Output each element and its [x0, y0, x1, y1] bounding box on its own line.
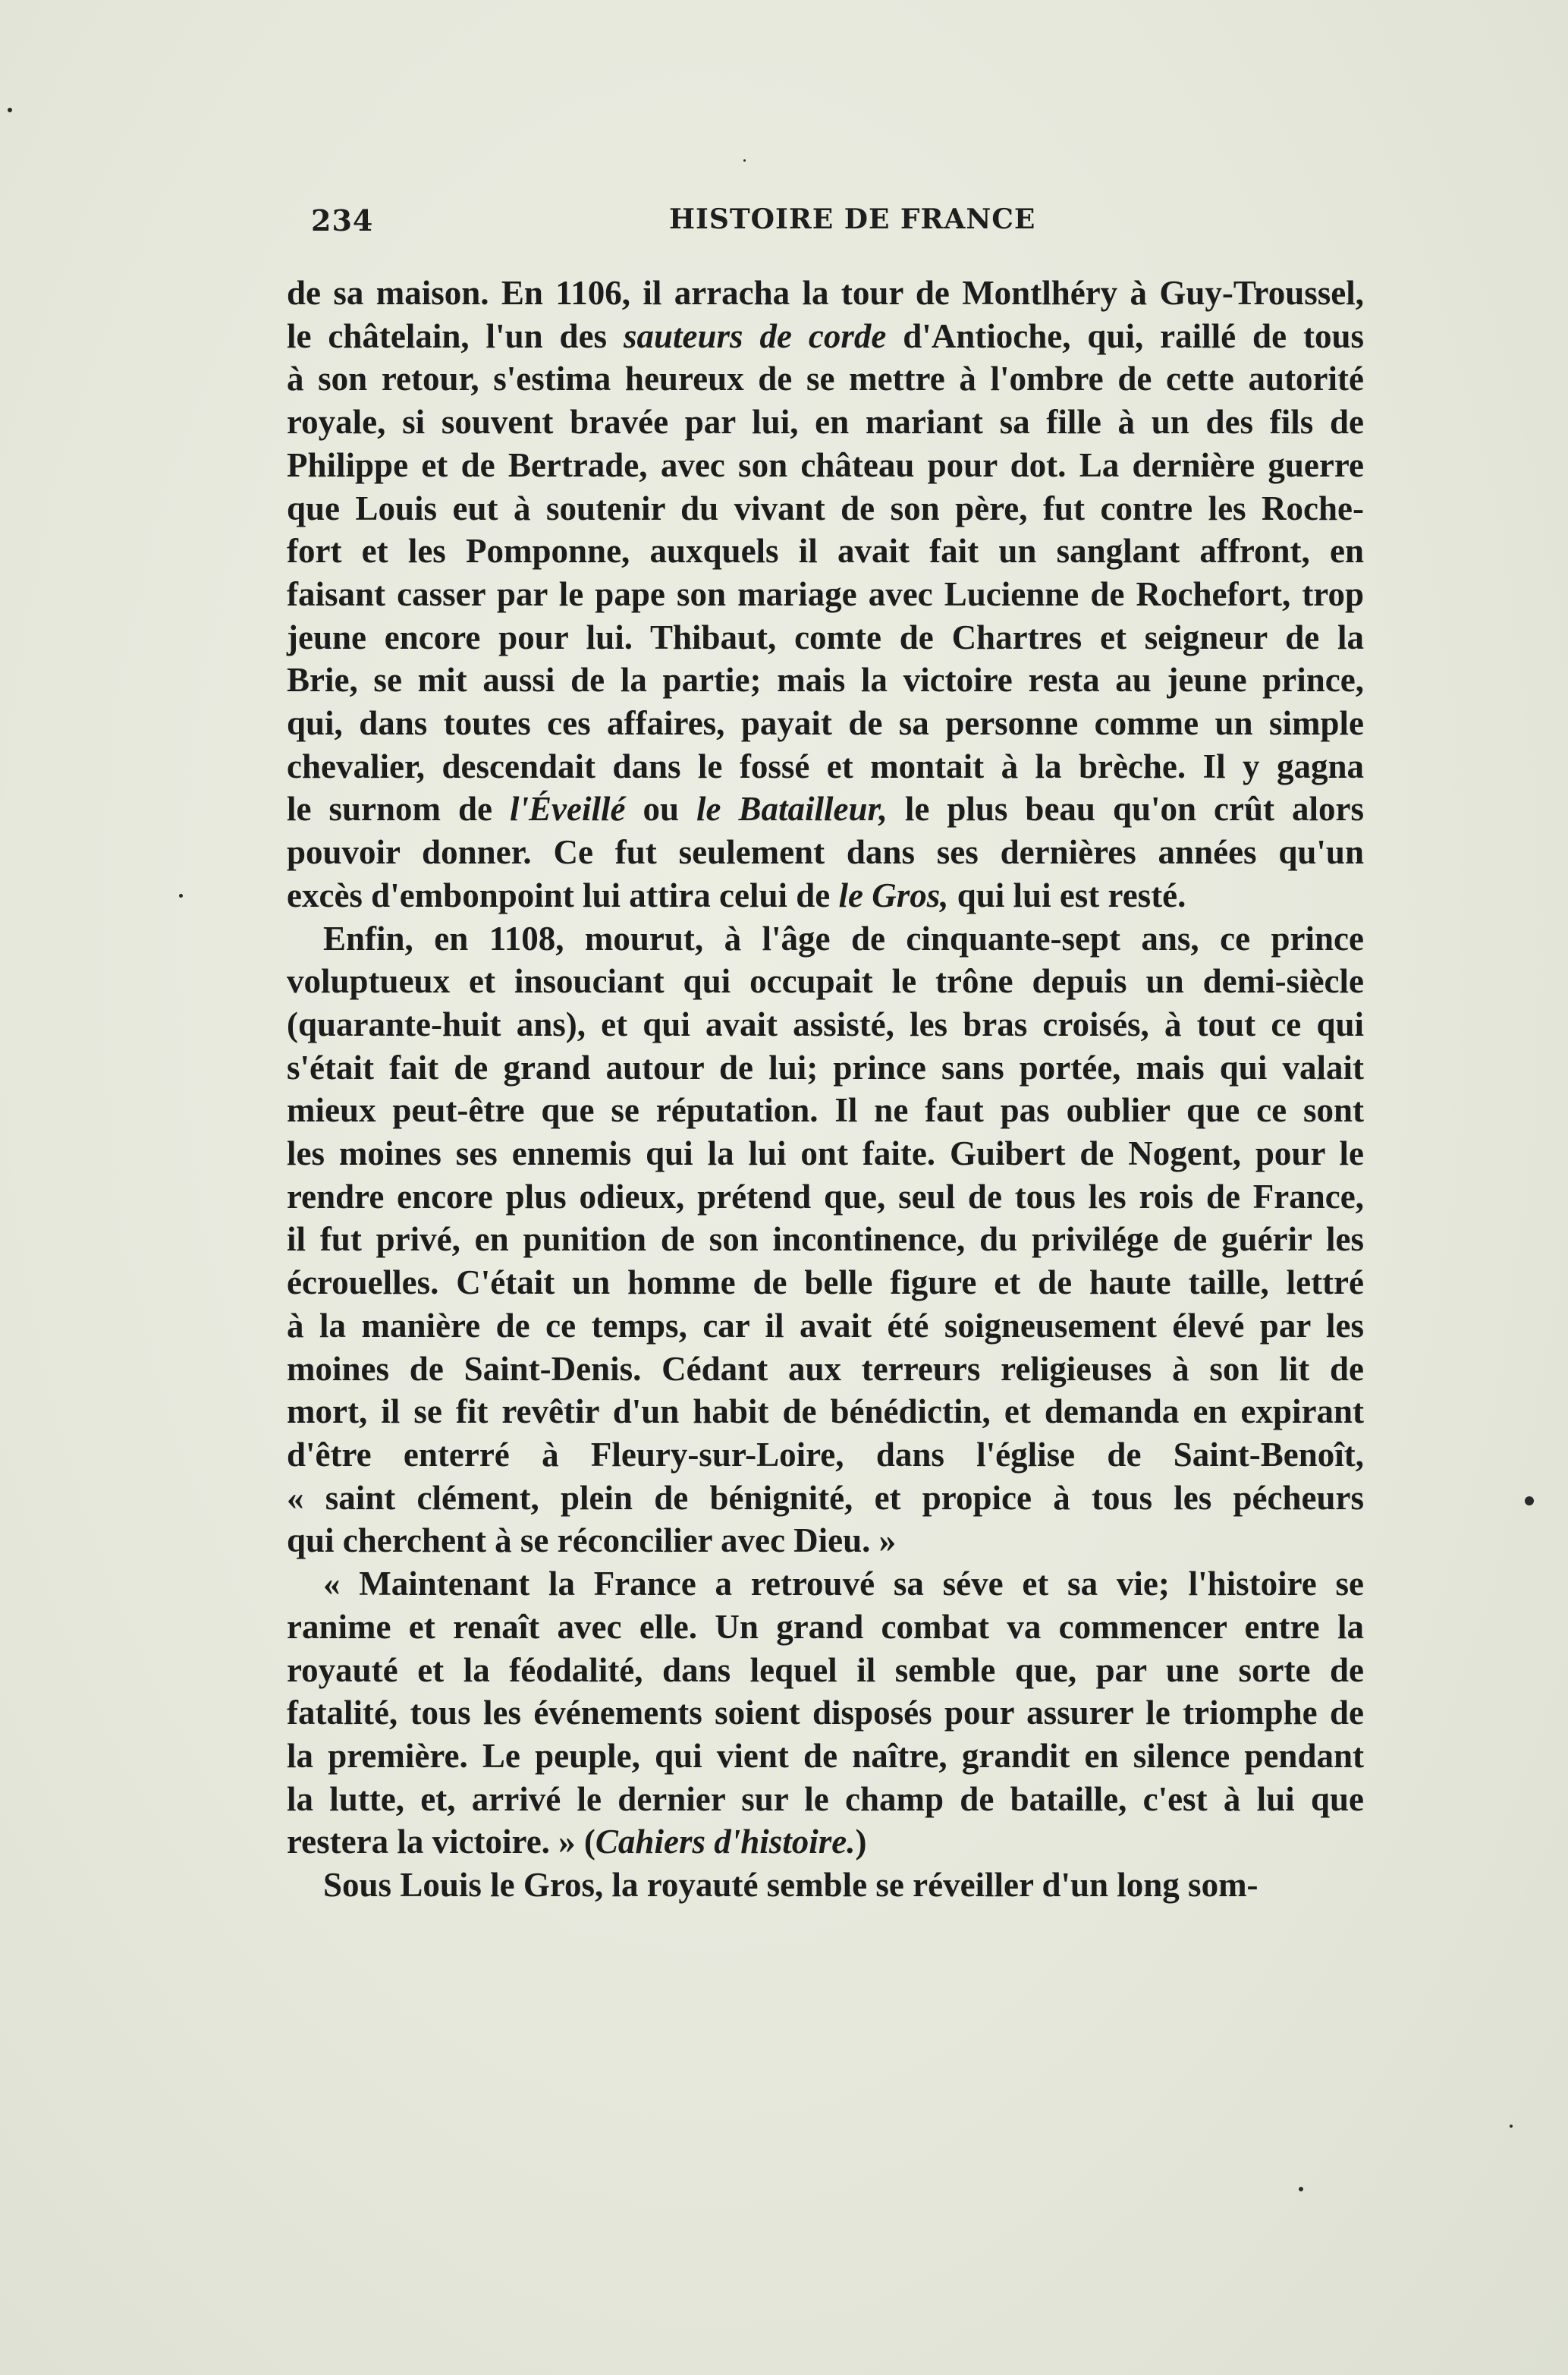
- text-run: voluptueux et insouciant qui occupait le trône depuis un demi-siècle: [287, 962, 1364, 1001]
- ink-speck: [1510, 2125, 1513, 2128]
- text-line: [287, 1261, 1364, 1304]
- text-run: d'être enterré à Fleury-sur-Loire, dans l'église de Saint-Benoît,: [287, 1435, 1364, 1474]
- text-line: [287, 874, 1364, 917]
- paragraph: [287, 1864, 1364, 1907]
- body-text: [287, 272, 1364, 1907]
- text-line: [287, 530, 1364, 573]
- text-line: [287, 960, 1364, 1003]
- text-line: [287, 401, 1364, 444]
- text-run: à la manière de ce temps, car il avait été soigneusement élevé par les: [287, 1306, 1364, 1345]
- text-line: [287, 1433, 1364, 1477]
- text-line: [287, 315, 1364, 358]
- text-line: [287, 831, 1364, 874]
- text-run: Philippe et de Bertrade, avec son château pour dot. La dernière guerre: [287, 445, 1364, 484]
- text-run: s'était fait de grand autour de lui; prince sans portée, mais qui valait: [287, 1048, 1364, 1087]
- paragraph: [287, 917, 1364, 1563]
- text-line: [287, 1562, 1364, 1606]
- text-line: [287, 573, 1364, 616]
- text-line: [287, 1175, 1364, 1219]
- text-run: mieux peut-être que se réputation. Il ne faut pas oublier que ce sont: [287, 1091, 1364, 1130]
- text-run: le plus beau qu'on crût alors: [887, 790, 1365, 829]
- text-run: excès d'embonpoint lui attira celui de: [287, 876, 839, 914]
- text-run: qui, dans toutes ces affaires, payait de sa personne comme un simple: [287, 704, 1364, 743]
- text-line: [287, 1864, 1364, 1907]
- text-run: royauté et la féodalité, dans lequel il semble que, par une sorte de: [287, 1650, 1364, 1689]
- text-line: [287, 1218, 1364, 1261]
- text-line: [287, 487, 1364, 530]
- text-line: [287, 1390, 1364, 1433]
- ink-speck: [8, 108, 12, 112]
- text-run: Enfin, en 1108, mourut, à l'âge de cinquante-sept ans, ce prince: [323, 919, 1364, 958]
- text-run: ranime et renaît avec elle. Un grand combat va commencer entre la: [287, 1607, 1364, 1646]
- text-run: rendre encore plus odieux, prétend que, seul de tous les rois de France,: [287, 1177, 1364, 1216]
- ink-speck: [1299, 2187, 1303, 2191]
- text-line: [287, 1606, 1364, 1649]
- text-line: [287, 272, 1364, 315]
- text-run: écrouelles. C'était un homme de belle figure et de haute taille, lettré: [287, 1263, 1364, 1302]
- italic-text: le Batailleur,: [696, 790, 888, 829]
- text-run: il fut privé, en punition de son incontinence, du privilége de guérir les: [287, 1220, 1364, 1259]
- text-line: [287, 1649, 1364, 1692]
- text-run: « Maintenant la France a retrouvé sa séve et sa vie; l'histoire se: [323, 1565, 1364, 1603]
- text-line: [287, 1735, 1364, 1778]
- text-line: [287, 444, 1364, 487]
- text-run: à son retour, s'estima heureux de se mettre à l'ombre de cette autorité: [287, 360, 1364, 398]
- paragraph: [287, 1562, 1364, 1864]
- text-line: [287, 1132, 1364, 1175]
- text-run: la première. Le peuple, qui vient de naître, grandit en silence pendant: [287, 1736, 1364, 1775]
- text-run: que Louis eut à soutenir du vivant de son père, fut contre les Roche-: [287, 489, 1364, 527]
- italic-text: l'Éveillé: [510, 790, 626, 829]
- text-line: [287, 1691, 1364, 1735]
- text-line: [287, 702, 1364, 745]
- text-run: faisant casser par le pape son mariage avec Lucienne de Rochefort, trop: [287, 574, 1364, 613]
- text-run: chevalier, descendait dans le fossé et montait à la brèche. Il y gagna: [287, 747, 1364, 785]
- text-run: jeune encore pour lui. Thibaut, comte de Chartres et seigneur de la: [287, 618, 1364, 656]
- text-run: de sa maison. En 1106, il arracha la tour de Montlhéry à Guy-Troussel,: [287, 274, 1364, 312]
- italic-text: le Gros,: [838, 876, 949, 914]
- text-line: [287, 1348, 1364, 1391]
- text-run: les moines ses ennemis qui la lui ont faite. Guibert de Nogent, pour le: [287, 1134, 1364, 1173]
- text-run: ): [855, 1823, 867, 1861]
- text-line: [287, 357, 1364, 401]
- text-line: [287, 1304, 1364, 1348]
- text-run: fort et les Pomponne, auxquels il avait fait un sanglant affront, en: [287, 532, 1364, 571]
- text-line: [287, 1003, 1364, 1046]
- paragraph: [287, 272, 1364, 917]
- text-line: [287, 745, 1364, 788]
- text-line: [287, 1778, 1364, 1821]
- text-line: [287, 616, 1364, 659]
- text-run: la lutte, et, arrivé le dernier sur le champ de bataille, c'est à lui que: [287, 1779, 1364, 1818]
- text-run: « saint clément, plein de bénignité, et propice à tous les pécheurs: [287, 1478, 1364, 1517]
- italic-text: Cahiers d'histoire.: [595, 1823, 856, 1861]
- text-run: le châtelain, l'un des: [287, 316, 624, 355]
- ink-speck: [179, 894, 183, 898]
- text-run: d'Antioche, qui, raillé de tous: [886, 316, 1364, 355]
- text-run: Brie, se mit aussi de la partie; mais la victoire resta au jeune prince,: [287, 661, 1364, 700]
- ink-speck: [1525, 1496, 1534, 1505]
- text-run: pouvoir donner. Ce fut seulement dans ses dernières années qu'un: [287, 833, 1364, 872]
- text-line: [287, 1820, 1364, 1864]
- text-line: [287, 917, 1364, 961]
- text-run: royale, si souvent bravée par lui, en mariant sa fille à un des fils de: [287, 403, 1364, 442]
- text-run: (quarante-huit ans), et qui avait assisté, les bras croisés, à tout ce qui: [287, 1005, 1364, 1043]
- page-header: [311, 203, 1036, 243]
- text-run: mort, il se fit revêtir d'un habit de bénédictin, et demanda en expirant: [287, 1392, 1364, 1431]
- ink-speck: [743, 159, 746, 162]
- text-run: qui cherchent à se réconcilier avec Dieu. »: [287, 1521, 897, 1560]
- text-run: moines de Saint-Denis. Cédant aux terreurs religieuses à son lit de: [287, 1349, 1364, 1388]
- text-line: [287, 1519, 1364, 1562]
- italic-text: sauteurs de corde: [623, 316, 887, 355]
- text-run: Sous Louis le Gros, la royauté semble se réveiller d'un long som-: [323, 1866, 1258, 1905]
- text-line: [287, 1089, 1364, 1132]
- text-run: restera la victoire. » (: [287, 1823, 595, 1861]
- text-line: [287, 1046, 1364, 1090]
- text-run: qui lui est resté.: [948, 876, 1186, 914]
- text-line: [287, 1477, 1364, 1520]
- text-run: ou: [625, 790, 697, 829]
- text-line: [287, 788, 1364, 831]
- running-title: HISTOIRE DE FRANCE: [669, 203, 1036, 235]
- text-line: [287, 659, 1364, 702]
- text-run: le surnom de: [287, 790, 511, 829]
- text-run: fatalité, tous les événements soient disposés pour assurer le triomphe de: [287, 1694, 1364, 1732]
- page-number: 234: [311, 203, 374, 238]
